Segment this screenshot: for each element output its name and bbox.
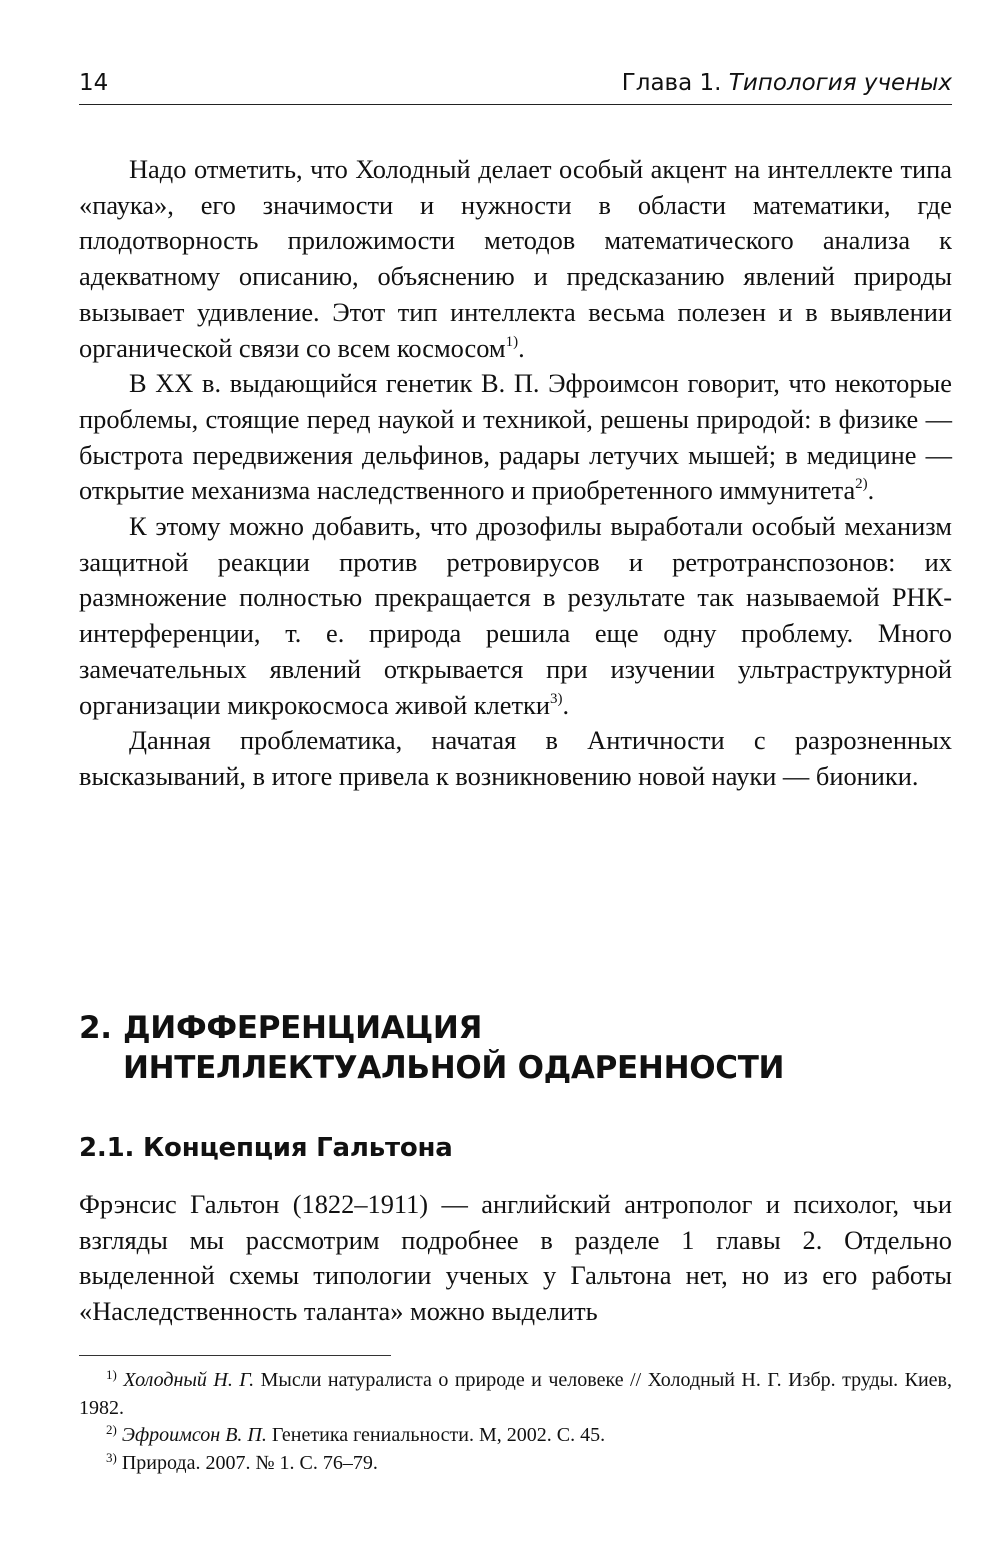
footnote-ref[interactable]: 2): [855, 476, 868, 493]
footnote-author: Эфроимсон В. П.: [121, 1424, 267, 1446]
header-rule: [79, 104, 952, 105]
footnote: [79, 1422, 952, 1450]
section-heading: [79, 1008, 952, 1088]
paragraph: [79, 723, 952, 794]
subsection-text: [79, 1187, 952, 1330]
footnote-ref[interactable]: 1): [505, 333, 519, 350]
footnote-text: Генетика гениальности. М, 2002. С. 45.: [266, 1424, 606, 1446]
paragraph-text: К этому можно добавить, что дрозофилы выработали особый механизм защитной реакции против ретровирусов и ретротранспозонов: их размножение полностью прекращается в результате так называемой РНК-интерференции, т. е. природа решила еще одну проблему. Много замечательных явлений открывается при изучении ультраструктурной организации микрокосмоса живой клетки: [79, 511, 952, 720]
paragraph-text: Надо отметить, что Холодный делает особый акцент на интеллекте типа «паука», его значимости и нужности в области математики, где плодотворность приложимости методов математического анализа к адекватному описанию, объяснению и предсказанию явлений природы вызывает удивление. Этот тип интеллекта весьма полезен и в выявлении органической связи со всем космосом: [79, 154, 952, 363]
subsection-heading: 2.1. Концепция Гальтона: [79, 1133, 453, 1163]
footnote-text: Природа. 2007. № 1. С. 76–79.: [121, 1451, 378, 1474]
chapter-title: Типология ученых: [728, 70, 952, 96]
chapter-label: Глава 1.: [621, 70, 722, 96]
chapter-heading: [622, 70, 952, 96]
paragraph: [79, 509, 952, 723]
section-number: 2.: [79, 1010, 112, 1046]
footnote-ref[interactable]: 3): [550, 690, 563, 707]
footnote-mark: 3): [106, 1449, 117, 1465]
running-header: [79, 66, 952, 106]
main-text: [79, 152, 952, 795]
paragraph-tail: .: [562, 689, 570, 720]
paragraph-tail: .: [518, 332, 525, 363]
paragraph-text: В XX в. выдающийся генетик В. П. Эфроимсон говорит, что некоторые проблемы, стоящие перед наукой и техникой, решены природой: в физике — быстрота передвижения дельфинов, радары летучих мышей; в медицине — открытие механизма наследственного и приобретенного иммунитета: [79, 368, 952, 506]
paragraph: Фрэнсис Гальтон (1822–1911) — английский антрополог и психолог, чьи взгляды мы рассмотрим подробнее в разделе 1 главы 2. Отдельно выделенной схемы типологии ученых у Гальтона нет, но из его работы «Наследственность таланта» можно выделить: [79, 1189, 952, 1327]
paragraph: [79, 366, 952, 509]
paragraph-tail: .: [867, 475, 875, 506]
footnote-author: Холодный Н. Г.: [123, 1369, 255, 1391]
section-title-line2: ИНТЕЛЛЕКТУАЛЬНОЙ ОДАРЕННОСТИ: [123, 1050, 785, 1086]
paragraph-text: Данная проблематика, начатая в Античности с разрозненных высказываний, в итоге привела к возникновению новой науки — бионики.: [79, 725, 952, 791]
paragraph: [79, 152, 952, 366]
footnote-mark: 2): [106, 1422, 117, 1437]
footnote: [79, 1450, 952, 1478]
footnote-mark: 1): [106, 1367, 117, 1382]
section-title-line1: ДИФФЕРЕНЦИАЦИЯ: [123, 1010, 483, 1046]
footnote-separator: [79, 1355, 391, 1356]
footnote: [79, 1367, 952, 1422]
footnote-text: Мысли натуралиста о природе и человеке // Холодный Н. Г. Избр. труды. Киев, 1982.: [79, 1369, 952, 1419]
footnotes: [79, 1367, 952, 1477]
page-number: 14: [79, 70, 109, 96]
